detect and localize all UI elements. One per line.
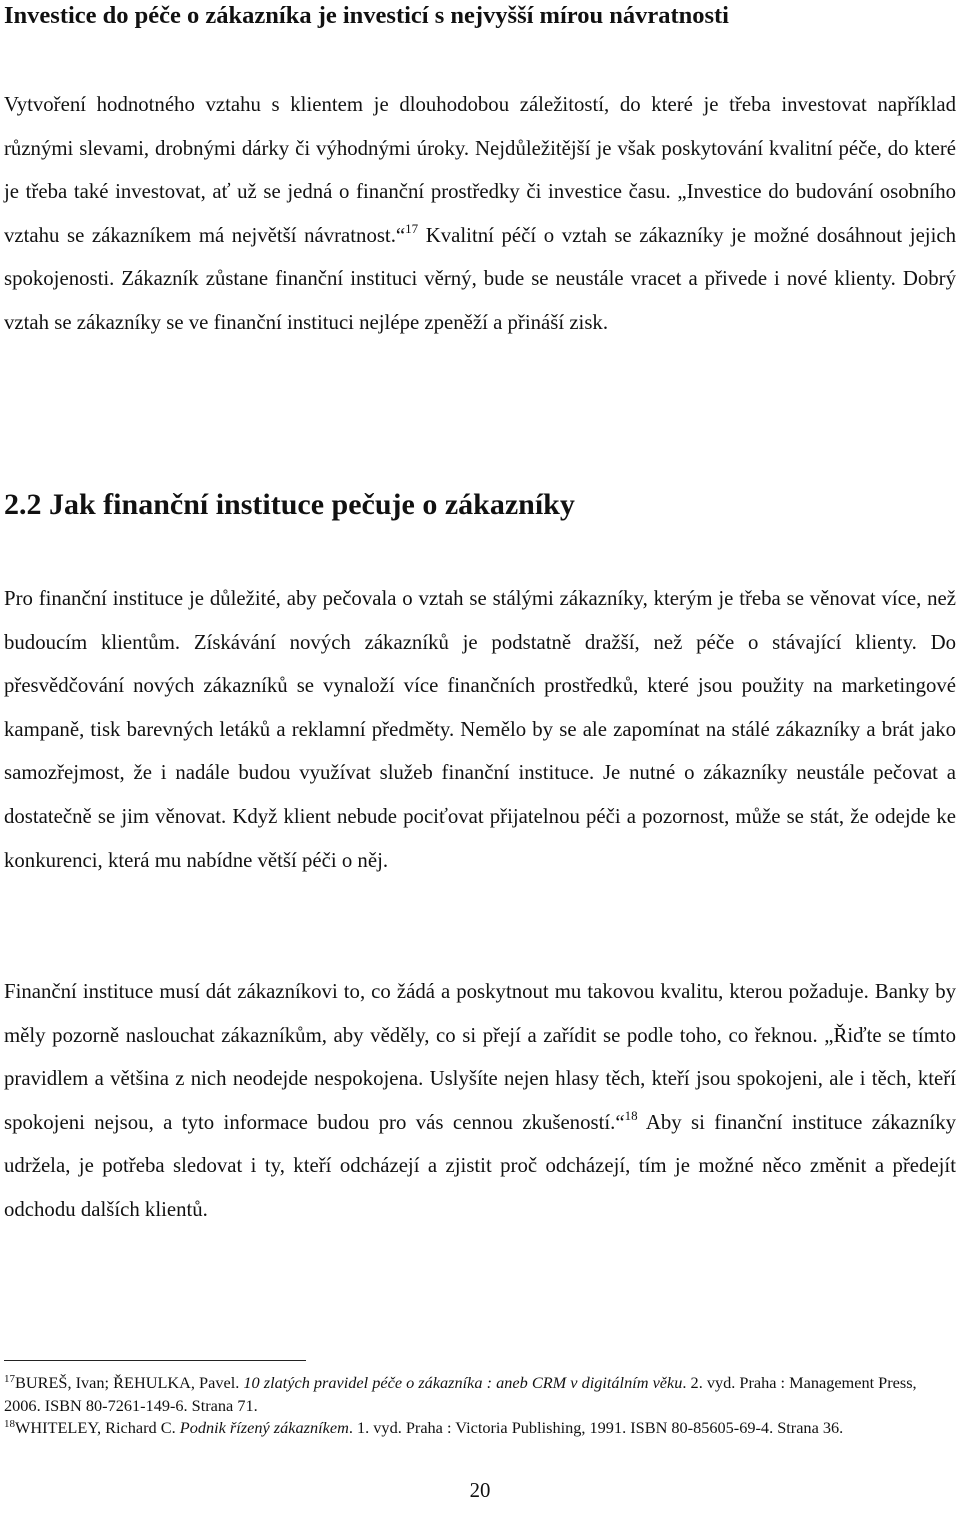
footnote-publication: . 1. vyd. Praha : Victoria Publishing, 1991. ISBN 80-85605-69-4. Strana 36.: [348, 1418, 844, 1437]
footnote-mark: 18: [4, 1418, 15, 1430]
footnote-17: [4, 1372, 956, 1417]
intro-heading: Investice do péče o zákazníka je investicí s nejvyšší mírou návratnosti: [4, 2, 729, 29]
footnote-author: BUREŠ, Ivan; ŘEHULKA, Pavel.: [15, 1373, 244, 1392]
section-heading: 2.2 Jak finanční instituce pečuje o zákazníky: [4, 488, 575, 521]
paragraph-3-text-cont: Aby si finanční instituce zákazníky udržela, je potřeba sledovat i ty, kteří odcházejí a zjistit proč odcházejí, tím je možné něco změnit a předejít odchodu dalších klientů.: [4, 1110, 956, 1221]
paragraph-2: Pro finanční instituce je důležité, aby pečovala o vztah se stálými zákazníky, kterým je třeba se věnovat více, než budoucím klientům. Získávání nových zákazníků je podstatně dražší, než péče o stávající klienty. Do přesvědčování nových zákazníků se vynaloží více finančních prostředků, které jsou použity na marketingové kampaně, tisk barevných letáků a reklamní předměty. Nemělo by se ale zapomínat na stálé zákazníky a brát jako samozřejmost, že i nadále budou využívat služeb finanční instituce. Je nutné o zákazníky neustále pečovat a dostatečně se jim věnovat. Když klient nebude pociťovat přijatelnou péči a pozornost, může se stát, že odejde ke konkurenci, která mu nabídne větší péči o něj.: [4, 587, 956, 872]
page-number: 20: [469, 1479, 491, 1502]
footnote-ref-17[interactable]: 17: [405, 220, 419, 236]
footnote-separator: [4, 1360, 306, 1361]
paragraph-3-text: Finanční instituce musí dát zákazníkovi to, co žádá a poskytnout mu takovou kvalitu, kterou požaduje. Banky by měly pozorně naslouchat zákazníkům, aby věděly, co si přejí a zařídit se podle toho, co řeknou. „Řiďte se tímto pravidlem a většina z nich neodejde nespokojena. Uslyšíte nejen hlasy těch, kteří jsou spokojeni, ale i těch, kteří spokojeni nejsou, a tyto informace budou pro vás cennou zkušeností.“: [4, 980, 956, 1134]
footnote-mark: 17: [4, 1373, 15, 1385]
footnote-book-title: Podnik řízený zákazníkem: [179, 1418, 349, 1437]
footnote-book-title: 10 zlatých pravidel péče o zákazníka : aneb CRM v digitálním věku: [243, 1373, 683, 1392]
footnote-publication: . 2. vyd. Praha : Management Press, 2006. ISBN 80-7261-149-6. Strana 71.: [4, 1373, 917, 1415]
footnote-ref-18[interactable]: 18: [624, 1107, 638, 1123]
paragraph-3: [4, 970, 956, 1232]
paragraph-1: [4, 83, 956, 345]
paragraph-1-text-cont: Kvalitní péčí o vztah se zákazníky je možné dosáhnout jejich spokojenosti. Zákazník zůstane finanční instituci věrný, bude se neustále vracet a přivede i nové klienty. Dobrý vztah se zákazníky se ve finanční instituci nejlépe zpeněží a přináší zisk.: [4, 223, 956, 334]
footnote-author: WHITELEY, Richard C.: [15, 1418, 180, 1437]
paragraph-1-text: Vytvoření hodnotného vztahu s klientem je dlouhodobou záležitostí, do které je třeba investovat například různými slevami, drobnými dárky či výhodnými úroky. Nejdůležitější je však poskytování kvalitní péče, do které je třeba také investovat, ať už se jedná o finanční prostředky či investice času. „Investice do budování osobního vztahu se zákazníkem má největší návratnost.“: [4, 93, 956, 247]
footnote-18: [4, 1417, 956, 1440]
